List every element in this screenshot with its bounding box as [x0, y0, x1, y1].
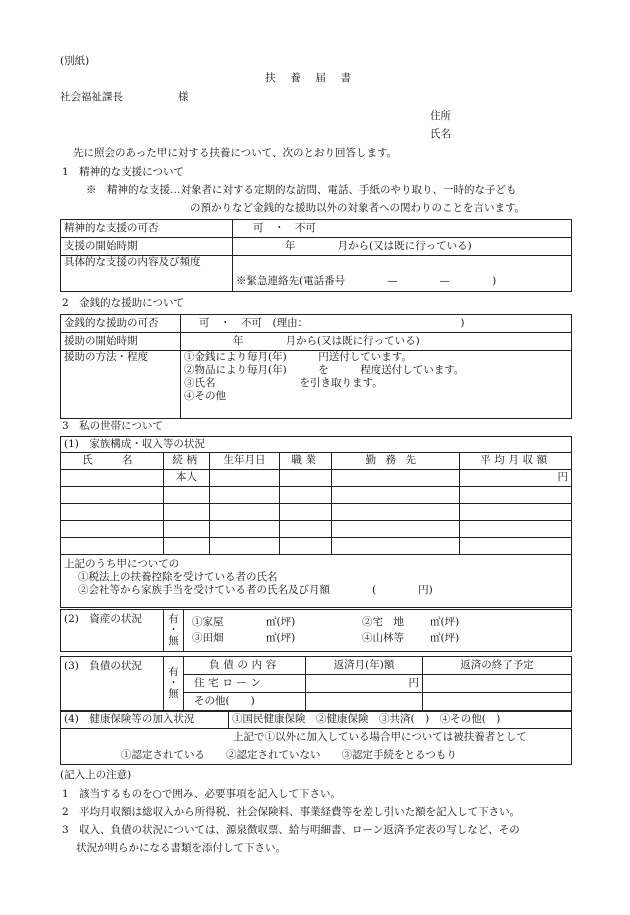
birthdate-cell[interactable] — [210, 487, 280, 504]
col-debt-payment: 返済月(年)額 — [306, 657, 423, 675]
debts-yesno[interactable] — [164, 657, 184, 711]
workplace-cell[interactable] — [332, 521, 460, 538]
family-title: (1) 家族構成・収入等の状況 — [61, 437, 572, 453]
relation-cell: 本人 — [164, 470, 210, 487]
debt-end-cell[interactable] — [423, 693, 572, 711]
support-possible-field[interactable]: 可 ・ 不可 — [233, 220, 572, 238]
debt-housing-loan: 住宅ローン — [184, 675, 306, 693]
table-row — [61, 538, 572, 555]
income-cell[interactable] — [460, 487, 572, 504]
separator-dot: ・ — [168, 623, 179, 636]
table-row — [61, 521, 572, 538]
occupation-cell[interactable] — [280, 521, 332, 538]
asset-forest-unit: ㎡(坪) — [430, 632, 460, 644]
support-content-label: 具体的な支援の内容及び頻度 — [61, 256, 233, 292]
name-label: 氏名 — [430, 128, 451, 140]
name-cell[interactable] — [61, 538, 164, 555]
dependent-line-1: 上記のうち甲についての — [64, 558, 180, 570]
occupation-cell[interactable] — [280, 538, 332, 555]
insurance-line-3: ①認定されている ②認定されていない ③認定手続をとるつもり — [121, 749, 457, 761]
aid-method-4: ④その他 — [184, 390, 226, 403]
col-name: 氏 名 — [61, 453, 164, 470]
col-birthdate: 生年月日 — [210, 453, 280, 470]
aid-start-field[interactable]: 年 月から(又は既に行っている) — [181, 333, 572, 351]
insurance-line-2: 上記で①以外に加入している場合甲については被扶養者として — [233, 731, 527, 743]
support-start-label: 支援の開始時期 — [61, 238, 233, 256]
no-mark: 無 — [168, 635, 179, 647]
assets-items[interactable] — [184, 610, 572, 652]
note-1: 1 該当するものを○で囲み、必要事項を記入して下さい。 — [62, 788, 341, 800]
family-table — [60, 436, 572, 608]
attachment-label: (別紙) — [60, 55, 90, 67]
aid-possible-field[interactable]: 可 ・ 不可 (理由： ) — [181, 315, 572, 333]
asset-land: ②宅 地 — [362, 616, 404, 628]
section2-heading: 2 金銭的な援助について — [62, 297, 184, 309]
income-cell[interactable] — [460, 538, 572, 555]
emergency-contact: ※緊急連絡先(電話番号 — — ) — [236, 275, 497, 287]
asset-house-unit: ㎡(坪) — [266, 616, 296, 628]
workplace-cell[interactable] — [332, 470, 460, 487]
workplace-cell[interactable] — [332, 538, 460, 555]
asset-house: ①家屋 — [192, 616, 224, 628]
note-2: 2 平均月収額は総収入から所得税、社会保険料、事業経費等を差し引いた額を記入して下さい。 — [62, 806, 521, 818]
occupation-cell[interactable] — [280, 470, 332, 487]
assets-table — [60, 609, 572, 652]
income-cell[interactable]: 円 — [460, 470, 572, 487]
section1-note-2: の預かりなど金銭的な援助以外の対象者への関わりのことを言います。 — [190, 202, 526, 214]
separator-dot: ・ — [168, 676, 179, 689]
income-cell[interactable] — [460, 504, 572, 521]
name-cell[interactable] — [61, 521, 164, 538]
debt-other[interactable]: その他( ) — [184, 693, 306, 711]
col-occupation: 職業 — [280, 453, 332, 470]
workplace-cell[interactable] — [332, 504, 460, 521]
spiritual-support-table — [60, 219, 572, 292]
col-workplace: 勤務先 — [332, 453, 460, 470]
name-cell[interactable] — [61, 487, 164, 504]
aid-method-field[interactable] — [181, 351, 572, 419]
debts-label: (3) 負債の状況 — [61, 657, 164, 711]
assets-label: (2) 資産の状況 — [61, 610, 164, 652]
note-3-cont: 状況が明らかになる書類を添付して下さい。 — [76, 842, 286, 854]
aid-method-label: 援助の方法・程度 — [61, 351, 181, 419]
relation-cell[interactable] — [164, 538, 210, 555]
addressee: 社会福祉課長 — [60, 91, 123, 103]
assets-yesno[interactable] — [164, 610, 184, 652]
page-title: 扶 養 届 書 — [265, 72, 354, 84]
occupation-cell[interactable] — [280, 487, 332, 504]
asset-field-unit: ㎡(坪) — [266, 632, 296, 644]
notes-heading: (記入上の注意) — [60, 769, 132, 781]
insurance-options[interactable]: ①国民健康保険 ②健康保険 ③共済( ) ④その他( ) — [229, 712, 572, 729]
aid-method-1: ①金銭により毎月(年) 円送付しています。 — [184, 351, 412, 363]
yes-mark: 有 — [168, 665, 179, 678]
workplace-cell[interactable] — [332, 487, 460, 504]
birthdate-cell[interactable] — [210, 504, 280, 521]
debt-payment-cell[interactable]: 円 — [306, 675, 423, 693]
col-income: 平均月収額 — [460, 453, 572, 470]
table-row — [61, 504, 572, 521]
intro-text: 先に照会のあった甲に対する扶養について、次のとおり回答します。 — [73, 147, 398, 159]
dependent-line-2: ①税法上の扶養控除を受けている者の氏名 — [78, 571, 278, 584]
debts-table — [60, 656, 572, 711]
relation-cell[interactable] — [164, 521, 210, 538]
section3-heading: 3 私の世帯について — [62, 420, 163, 432]
name-cell[interactable] — [61, 470, 164, 487]
relation-cell[interactable] — [164, 487, 210, 504]
support-start-field[interactable]: 年 月から(又は既に行っている) — [233, 238, 572, 256]
aid-start-label: 援助の開始時期 — [61, 333, 181, 351]
table-row — [61, 470, 572, 487]
section1-heading: 1 精神的な支援について — [62, 166, 184, 178]
support-possible-label: 精神的な支援の可否 — [61, 220, 233, 238]
asset-forest: ④山林等 — [362, 632, 404, 644]
occupation-cell[interactable] — [280, 504, 332, 521]
financial-support-table — [60, 314, 572, 419]
debt-end-cell[interactable] — [423, 675, 572, 693]
col-debt-content: 負債の内容 — [184, 657, 306, 675]
section1-note-1: ※ 精神的な支援…対象者に対する定期的な訪問、電話、手紙のやり取り、一時的な子ども — [86, 184, 517, 196]
insurance-dependent-cell[interactable] — [61, 729, 572, 765]
birthdate-cell[interactable] — [210, 470, 280, 487]
insurance-label: (4) 健康保険等の加入状況 — [61, 712, 229, 729]
no-mark: 無 — [168, 688, 179, 700]
insurance-table — [60, 711, 572, 765]
name-cell[interactable] — [61, 504, 164, 521]
asset-field: ③田畑 — [192, 632, 224, 644]
aid-method-2: ②物品により毎月(年) を 程度送付しています。 — [184, 364, 465, 377]
dependent-line-3: ②会社等から家族手当を受けている者の氏名及び月額 ( 円) — [78, 584, 433, 597]
birthdate-cell[interactable] — [210, 538, 280, 555]
honorific: 様 — [178, 91, 189, 103]
note-3: 3 収入、負債の状況については、源泉徴収票、給与明細書、ローン返済予定表の写しなど、その — [62, 824, 520, 836]
support-content-field[interactable] — [233, 256, 572, 292]
col-debt-end: 返済の終了予定 — [423, 657, 572, 675]
asset-land-unit: ㎡(坪) — [430, 616, 460, 628]
yes-mark: 有 — [168, 612, 179, 625]
income-cell[interactable] — [460, 521, 572, 538]
aid-possible-label: 金銭的な援助の可否 — [61, 315, 181, 333]
col-relation: 続柄 — [164, 453, 210, 470]
table-row — [61, 487, 572, 504]
debt-payment-cell[interactable] — [306, 693, 423, 711]
relation-cell[interactable] — [164, 504, 210, 521]
birthdate-cell[interactable] — [210, 521, 280, 538]
address-label: 住所 — [430, 110, 451, 122]
dependent-info-cell[interactable] — [61, 555, 572, 608]
aid-method-3: ③氏名 を引き取ります。 — [184, 377, 383, 390]
